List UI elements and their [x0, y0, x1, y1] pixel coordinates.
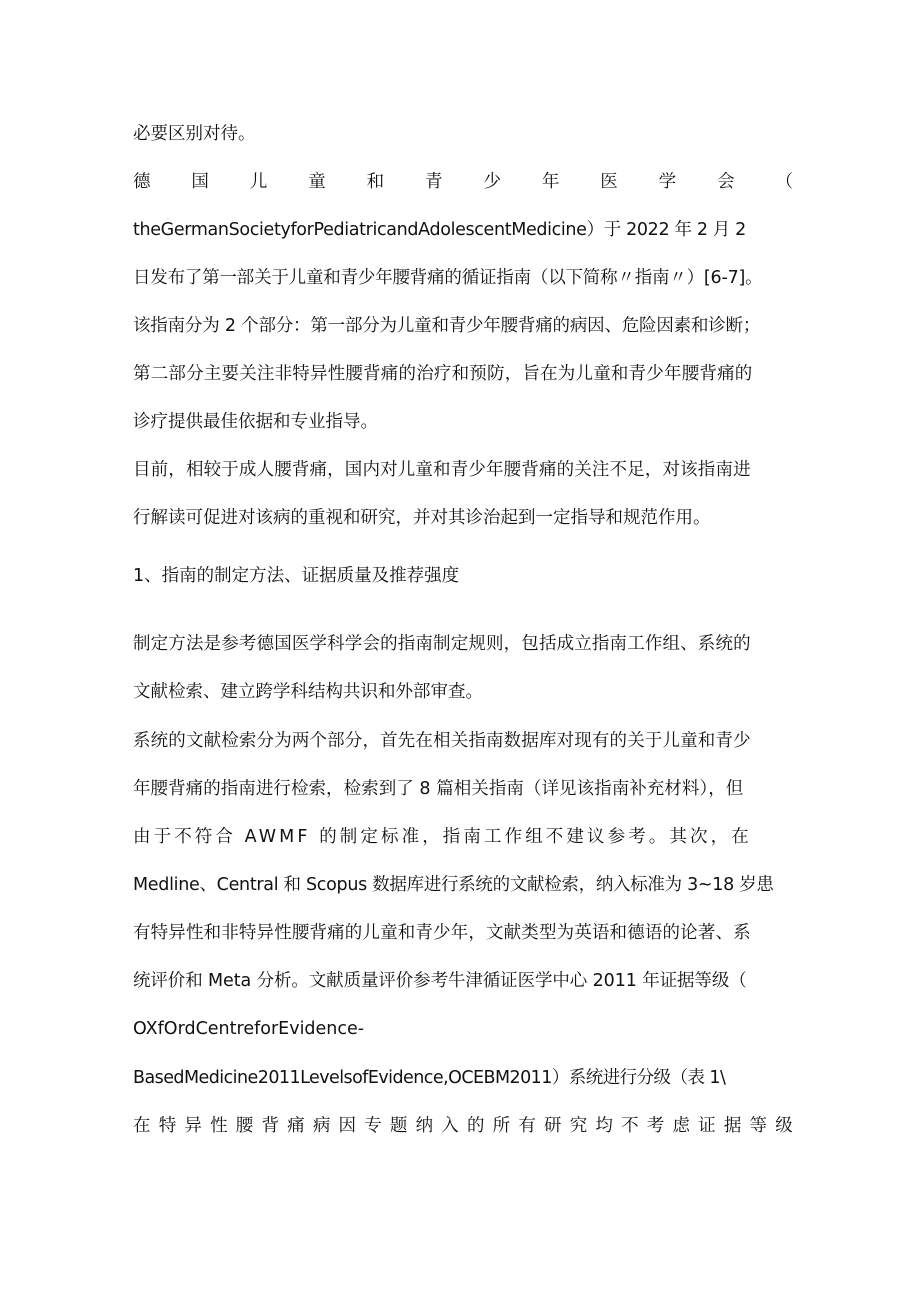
section-heading: 1、指南的制定方法、证据质量及推荐强度	[133, 566, 460, 586]
character: 因	[338, 1116, 356, 1136]
character: 均	[595, 1116, 613, 1136]
paragraph-line: 由于不符合 AWMF 的制定标准，指南工作组不建议参考。其次，在	[133, 827, 752, 847]
paragraph-line: 诊疗提供最佳依据和专业指导。	[133, 412, 378, 432]
character: 会	[717, 172, 735, 192]
character: 所	[492, 1116, 511, 1136]
character: 性	[210, 1116, 228, 1136]
character: 儿	[249, 172, 268, 192]
paragraph-line: 必要区别对待。	[133, 124, 256, 144]
character: 纳	[415, 1116, 434, 1136]
character: 医	[600, 172, 618, 192]
paragraph-line: 行解读可促进对该病的重视和研究，并对其诊治起到一定指导和规范作用。	[133, 508, 711, 528]
paragraph-line: theGermanSocietyforPediatricandAdolescentMedicine）于 2022 年 2 月 2	[133, 220, 746, 240]
character: 特	[158, 1116, 177, 1136]
character: 虑	[672, 1116, 690, 1136]
character: 腰	[235, 1116, 254, 1136]
paragraph-line: 第二部分主要关注非特异性腰背痛的治疗和预防，旨在为儿童和青少年腰背痛的	[133, 364, 753, 384]
character: 学	[658, 172, 677, 192]
spaced-paragraph-line	[133, 170, 793, 194]
character: 异	[184, 1116, 202, 1136]
character: 少	[483, 172, 501, 192]
character: 的	[466, 1116, 485, 1136]
character: 青	[425, 172, 443, 192]
character: 痛	[287, 1116, 305, 1136]
character: 国	[191, 172, 209, 192]
character: 在	[133, 1116, 151, 1136]
paragraph-line: Medline、Central 和 Scopus 数据库进行系统的文献检索，纳入标准为 3~18 岁患	[133, 875, 774, 895]
character: 德	[133, 172, 151, 192]
character: 不	[621, 1116, 639, 1136]
paragraph-line: 该指南分为 2 个部分：第一部分为儿童和青少年腰背痛的病因、危险因素和诊断；	[133, 316, 761, 336]
character: 究	[569, 1116, 588, 1136]
character: 入	[441, 1116, 459, 1136]
paragraph-line: 文献检索、建立跨学科结构共识和外部审查。	[133, 682, 483, 702]
character: 题	[389, 1116, 408, 1136]
character: 和	[366, 172, 385, 192]
character: （	[775, 172, 793, 192]
character: 专	[364, 1116, 382, 1136]
paragraph-line: OXfOrdCentreforEvidence-	[133, 1019, 365, 1039]
character: 年	[541, 172, 560, 192]
paragraph-line: 年腰背痛的指南进行检索，检索到了 8 篇相关指南（详见该指南补充材料），但	[133, 779, 744, 799]
character: 考	[646, 1116, 665, 1136]
character: 据	[723, 1116, 742, 1136]
paragraph-line: 制定方法是参考德国医学科学会的指南制定规则，包括成立指南工作组、系统的	[133, 634, 751, 654]
spaced-paragraph-line	[133, 1114, 793, 1138]
character: 背	[261, 1116, 279, 1136]
paragraph-line: BasedMedicine2011LevelsofEvidence,OCEBM2011）系统进行分级（表 1\	[133, 1068, 726, 1088]
character: 级	[775, 1116, 793, 1136]
character: 研	[544, 1116, 562, 1136]
paragraph-line: 日发布了第一部关于儿童和青少年腰背痛的循证指南（以下简称〃指南〃）[6-7]。	[133, 268, 763, 288]
paragraph-line: 目前，相较于成人腰背痛，国内对儿童和青少年腰背痛的关注不足，对该指南进	[133, 460, 751, 480]
paragraph-line: 统评价和 Meta 分析。文献质量评价参考牛津循证医学中心 2011 年证据等级（	[133, 971, 747, 991]
character: 证	[698, 1116, 716, 1136]
character: 等	[749, 1116, 767, 1136]
character: 病	[312, 1116, 331, 1136]
character: 有	[518, 1116, 536, 1136]
character: 童	[308, 172, 326, 192]
paragraph-line: 系统的文献检索分为两个部分，首先在相关指南数据库对现有的关于儿童和青少	[133, 731, 751, 751]
paragraph-line: 有特异性和非特异性腰背痛的儿童和青少年，文献类型为英语和德语的论著、系	[133, 923, 751, 943]
